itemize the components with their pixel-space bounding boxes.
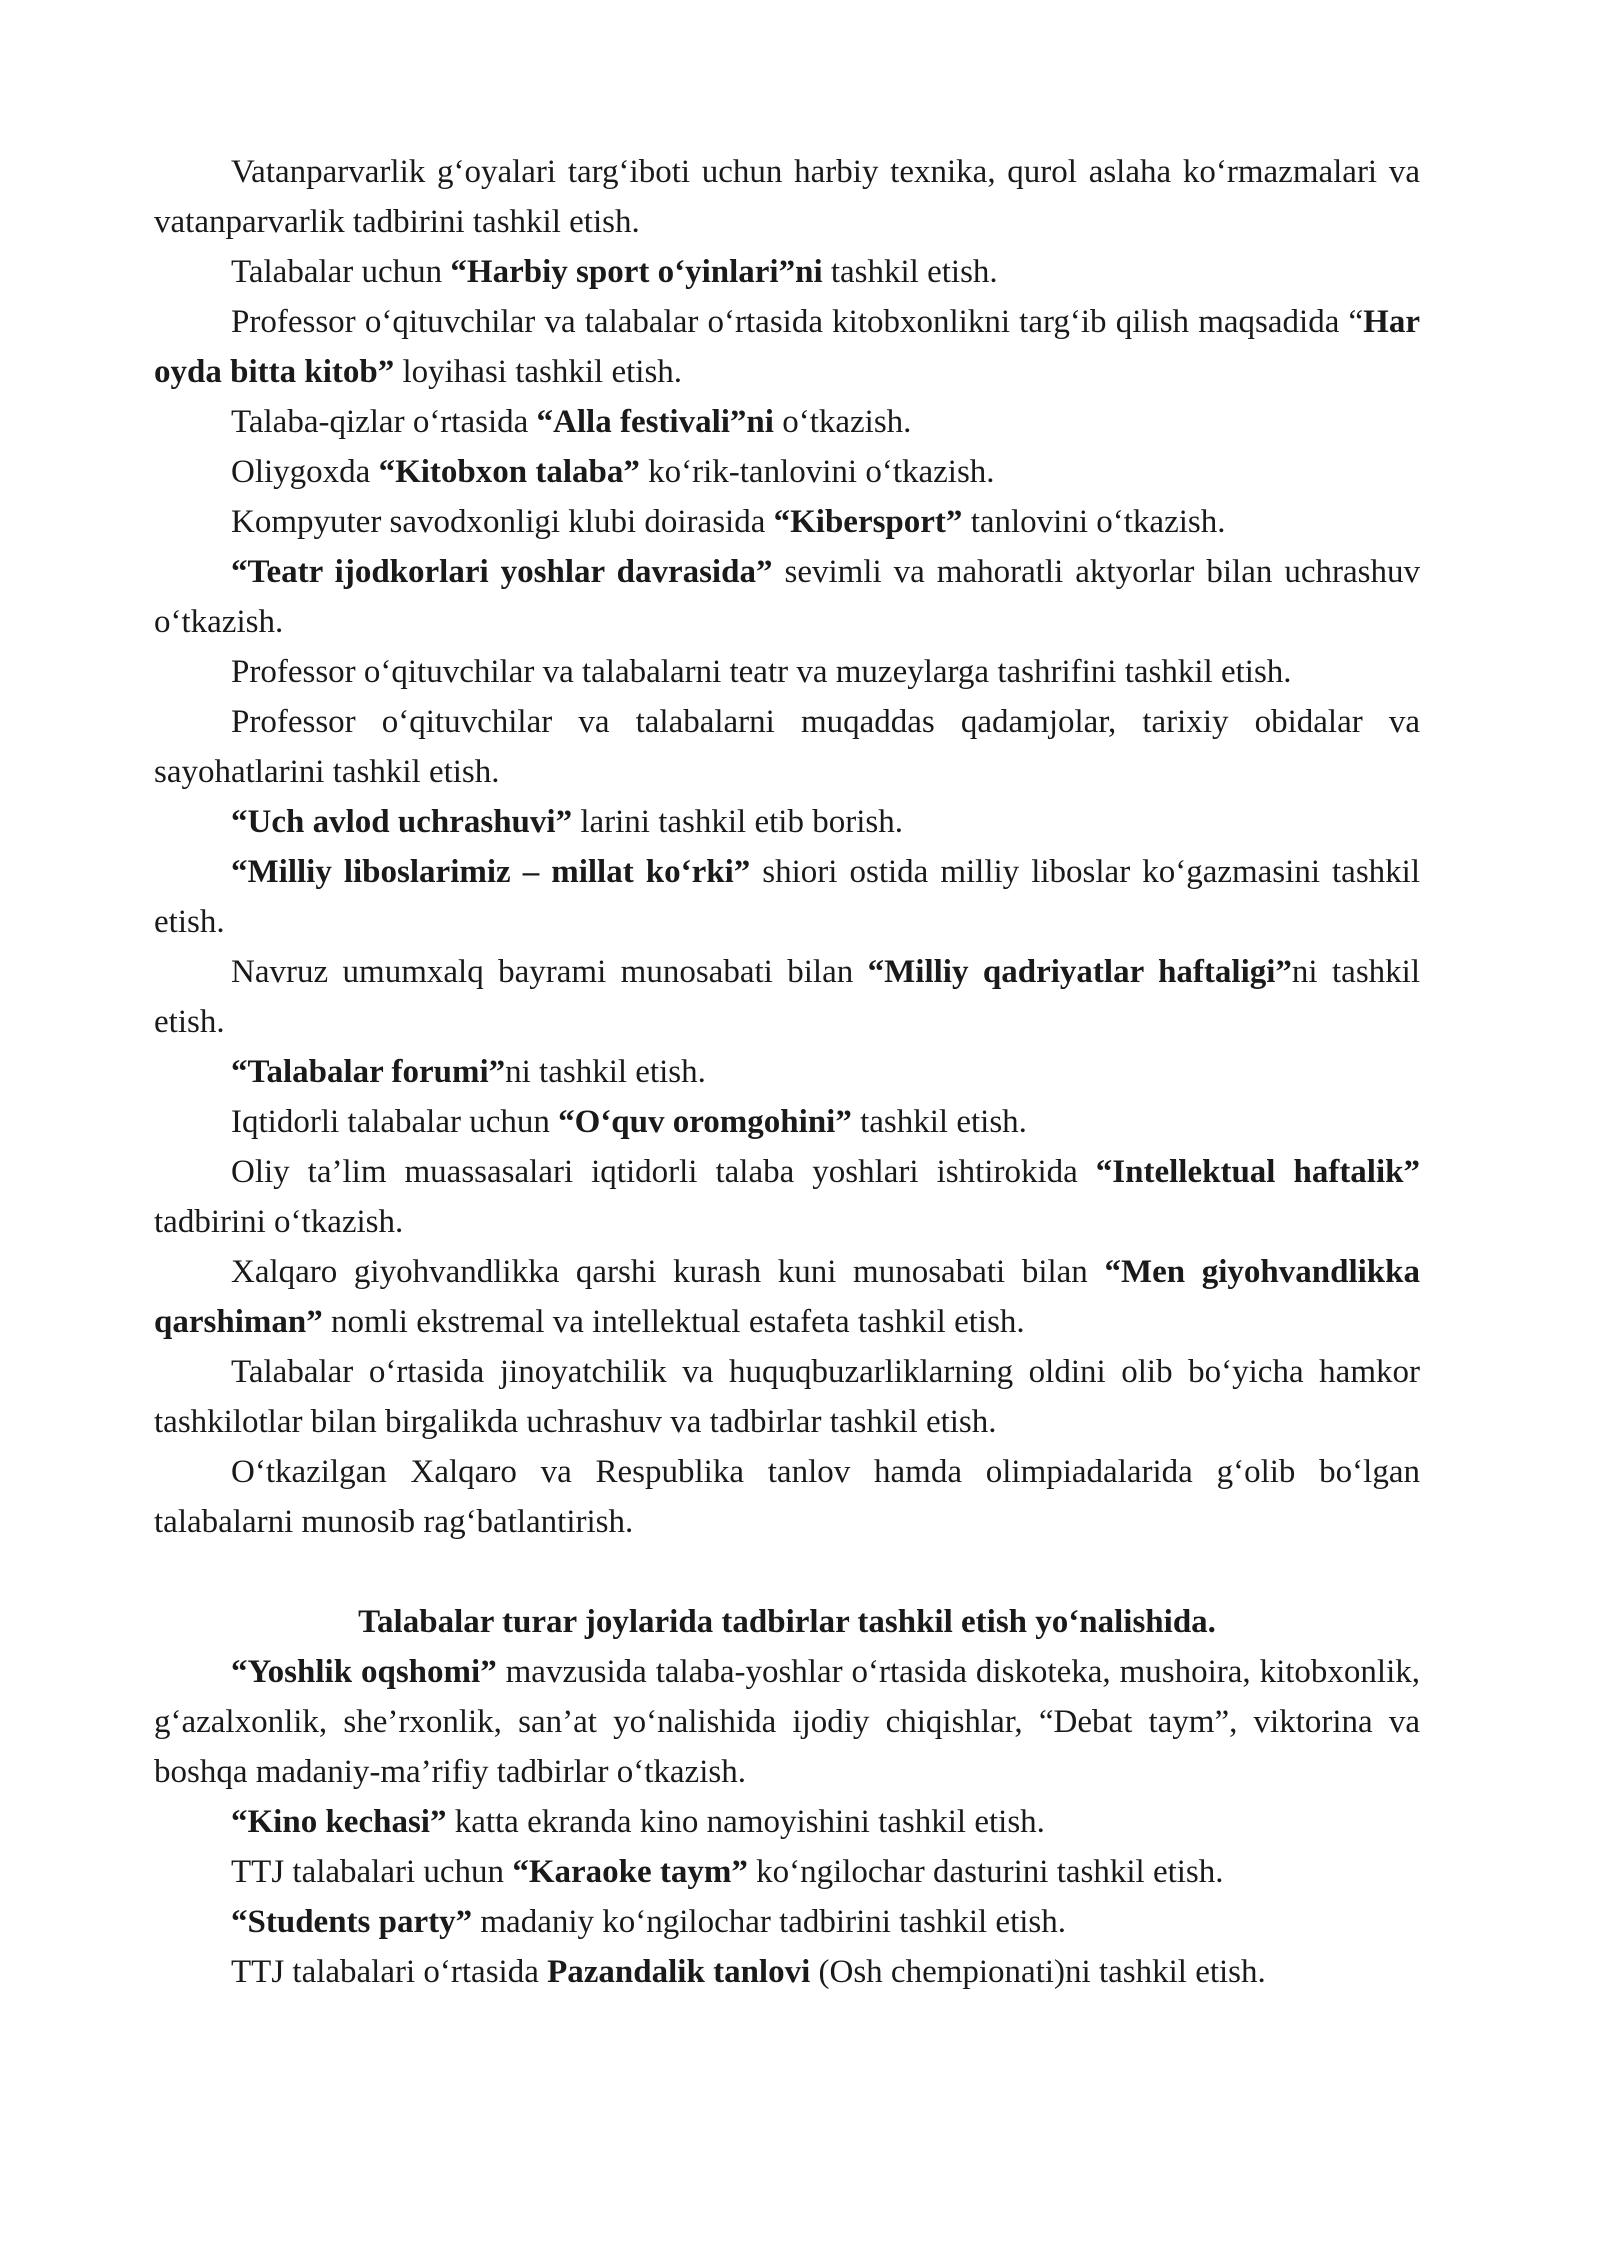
bold-text: “Alla festivali”ni	[536, 404, 774, 440]
bold-text: Har oyda bitta kitob”	[154, 304, 1420, 390]
bold-text: “Kibersport”	[773, 504, 963, 540]
text-run: Oliygoxda	[231, 454, 379, 490]
bold-text: “Karaoke taym”	[512, 1854, 748, 1890]
text-run: Navruz umumxalq bayrami munosabati bilan	[231, 954, 868, 990]
text-run: mavzusida talaba-yoshlar o‘rtasida diskoteka, mushoira, kitobxonlik, g‘azalxonlik, she’rxonlik, san’at yo‘nalishida ijodiy chiqishlar, “Debat taym”, viktorina va boshqa madaniy-ma’rifiy tadbirlar o‘tkazish.	[154, 1654, 1420, 1790]
bold-text: “Kino kechasi”	[231, 1804, 447, 1840]
paragraph	[154, 1447, 1420, 1547]
text-run: tanlovini o‘tkazish.	[962, 504, 1226, 540]
document-page	[154, 147, 1420, 1997]
bold-text: “Men giyohvandlikka qarshiman”	[154, 1254, 1420, 1340]
text-run: (Osh chempionati)ni tashkil etish.	[810, 1954, 1266, 1990]
text-run: katta ekranda kino namoyishini tashkil etish.	[446, 1804, 1045, 1840]
bold-text: “Yoshlik oqshomi”	[231, 1654, 497, 1690]
text-run: Talaba-qizlar o‘rtasida	[231, 404, 537, 440]
text-run: Iqtidorli talabalar uchun	[231, 1104, 559, 1140]
paragraph	[154, 847, 1420, 947]
bold-text: “Students party”	[231, 1904, 473, 1940]
paragraph	[154, 497, 1420, 547]
text-run: tashkil etish.	[822, 254, 998, 290]
text-run: ni tashkil etish.	[505, 1054, 706, 1090]
text-run: madaniy ko‘ngilochar tadbirini tashkil etish.	[472, 1904, 1066, 1940]
paragraph	[154, 247, 1420, 297]
paragraph	[154, 1847, 1420, 1897]
paragraph	[154, 1897, 1420, 1947]
bold-text: “O‘quv oromgohini”	[558, 1104, 852, 1140]
paragraph	[154, 1347, 1420, 1447]
text-run: larini tashkil etib borish.	[572, 804, 903, 840]
bold-text: “Milliy qadriyatlar haftaligi”	[867, 954, 1292, 990]
text-run: Kompyuter savodxonligi klubi doirasida	[231, 504, 774, 540]
paragraph	[154, 1947, 1420, 1997]
paragraph	[154, 697, 1420, 797]
text-run: tadbirini o‘tkazish.	[154, 1204, 404, 1240]
paragraph	[154, 947, 1420, 1047]
text-run: loyihasi tashkil etish.	[394, 354, 683, 390]
text-run: ni tashkil etish.	[154, 954, 1420, 1040]
text-run: Vatanparvarlik g‘oyalari targ‘iboti uchun harbiy texnika, qurol aslaha ko‘rmazmalari va vatanparvarlik tadbirini tashkil etish.	[154, 154, 1420, 240]
paragraph	[154, 397, 1420, 447]
text-run: ko‘rik-tanlovini o‘tkazish.	[639, 454, 995, 490]
bold-text: Pazandalik tanlovi	[547, 1954, 811, 1990]
text-run: tashkil etish.	[851, 1104, 1027, 1140]
bold-text: “Milliy liboslarimiz – millat ko‘rki”	[231, 854, 751, 890]
text-run: Xalqaro giyohvandlikka qarshi kurash kuni munosabati bilan	[231, 1254, 1105, 1290]
text-run: ko‘ngilochar dasturini tashkil etish.	[747, 1854, 1224, 1890]
activity-list-main	[154, 147, 1420, 1547]
paragraph	[154, 797, 1420, 847]
text-run: O‘tkazilgan Xalqaro va Respublika tanlov hamda olimpiadalarida g‘olib bo‘lgan talabalarni munosib rag‘batlantirish.	[154, 1454, 1420, 1540]
bold-text: “Intellektual haftalik”	[1095, 1154, 1420, 1190]
paragraph	[154, 1647, 1420, 1797]
text-run: Talabalar o‘rtasida jinoyatchilik va huquqbuzarliklarning oldini olib bo‘yicha hamkor tashkilotlar bilan birgalikda uchrashuv va tadbirlar tashkil etish.	[154, 1354, 1420, 1440]
activity-list-dormitory	[154, 1647, 1420, 1997]
text-run: Talabalar uchun	[231, 254, 451, 290]
bold-text: “Uch avlod uchrashuvi”	[231, 804, 573, 840]
section-heading: Talabalar turar joylarida tadbirlar tashkil etish yo‘nalishida.	[358, 1604, 1216, 1640]
text-run: sevimli va mahoratli aktyorlar bilan uchrashuv o‘tkazish.	[154, 554, 1420, 640]
text-run: TTJ talabalari o‘rtasida	[231, 1954, 548, 1990]
paragraph	[154, 1247, 1420, 1347]
text-run: Professor o‘qituvchilar va talabalarni muqaddas qadamjolar, tarixiy obidalar va sayohatlarini tashkil etish.	[154, 704, 1420, 790]
text-run: nomli ekstremal va intellektual estafeta tashkil etish.	[322, 1304, 1025, 1340]
paragraph	[154, 547, 1420, 647]
bold-text: “Kitobxon talaba”	[378, 454, 640, 490]
text-run: Professor o‘qituvchilar va talabalar o‘rtasida kitobxonlikni targ‘ib qilish maqsadida “	[231, 304, 1364, 340]
bold-text: “Teatr ijodkorlari yoshlar davrasida”	[231, 554, 773, 590]
bold-text: “Talabalar forumi”	[231, 1054, 506, 1090]
text-run: Professor o‘qituvchilar va talabalarni teatr va muzeylarga tashrifini tashkil etish.	[231, 654, 1292, 690]
bold-text: “Harbiy sport o‘yinlari”ni	[450, 254, 823, 290]
paragraph	[154, 147, 1420, 247]
paragraph	[154, 1147, 1420, 1247]
text-run: shiori ostida milliy liboslar ko‘gazmasini tashkil etish.	[154, 854, 1421, 940]
text-run: TTJ talabalari uchun	[231, 1854, 513, 1890]
paragraph	[154, 1097, 1420, 1147]
text-run: Oliy ta’lim muassasalari iqtidorli talaba yoshlari ishtirokida	[231, 1154, 1096, 1190]
text-run: o‘tkazish.	[773, 404, 912, 440]
paragraph	[154, 1047, 1420, 1097]
paragraph	[154, 647, 1420, 697]
paragraph	[154, 447, 1420, 497]
paragraph	[154, 297, 1420, 397]
paragraph	[154, 1797, 1420, 1847]
